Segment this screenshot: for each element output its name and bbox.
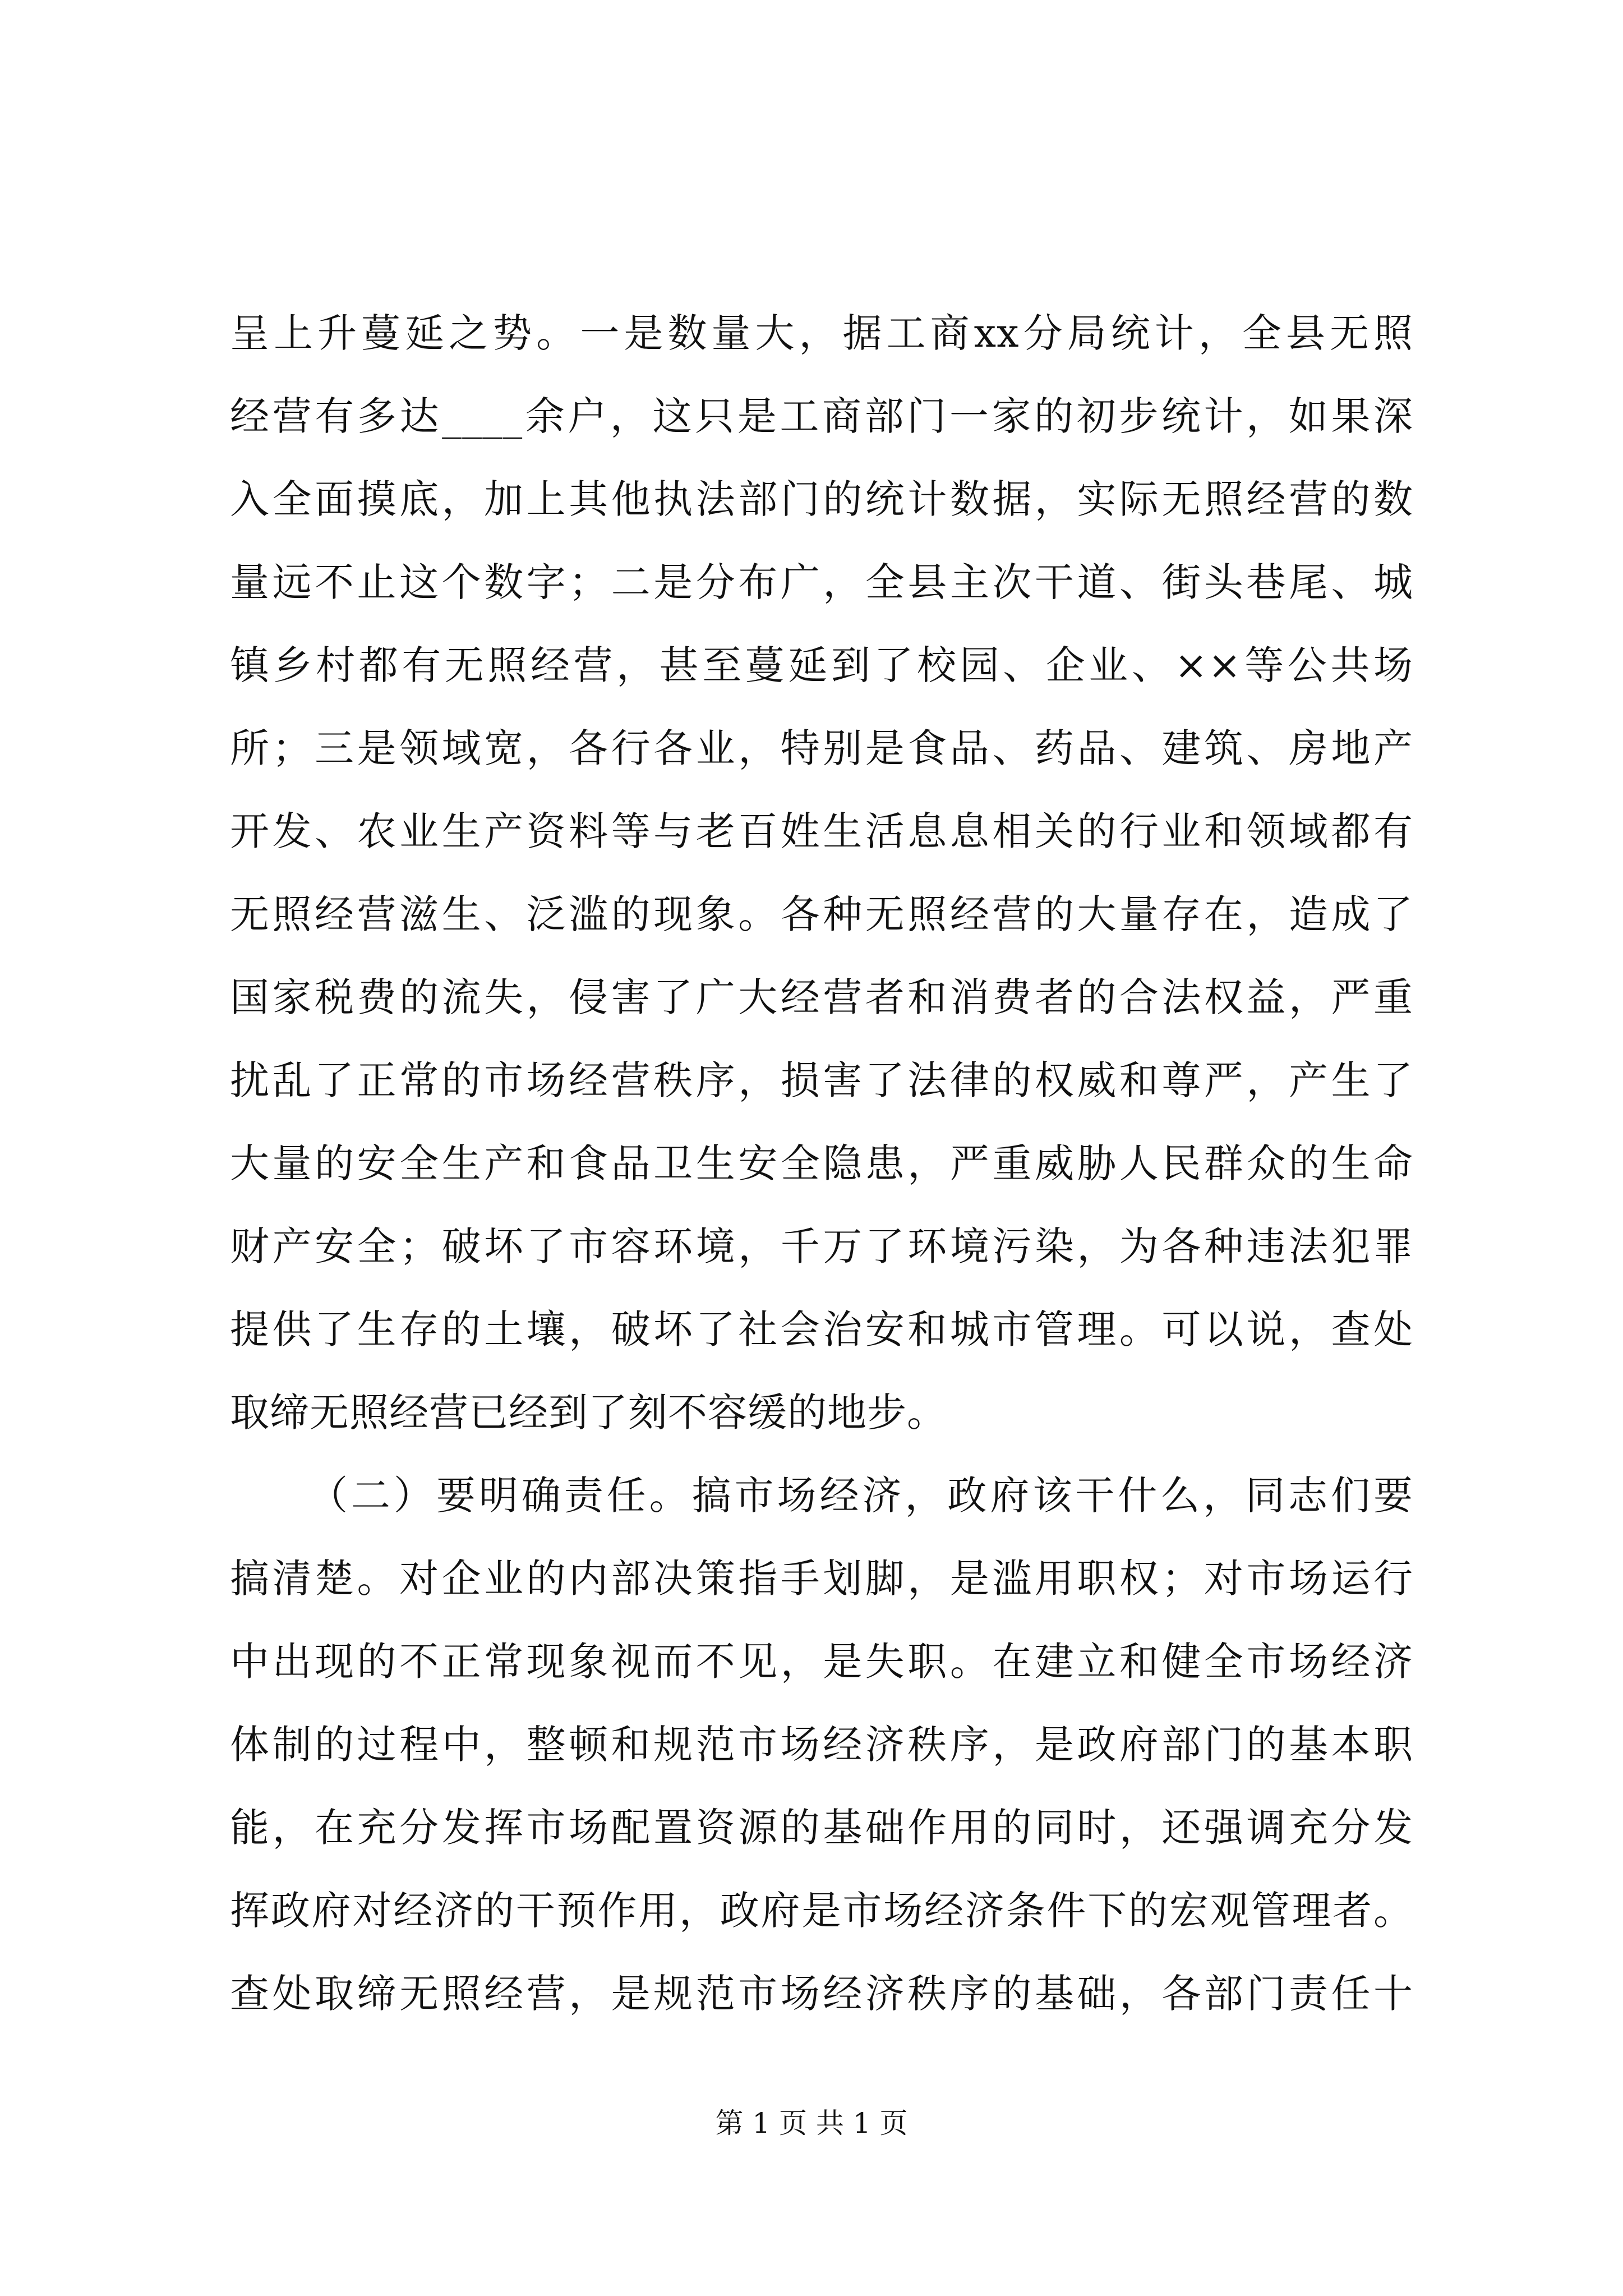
text-line: 体制的过程中，整顿和规范市场经济秩序，是政府部门的基本职 [230,1722,1413,1768]
text-line: 挥政府对经济的干预作用，政府是市场经济条件下的宏观管理者。 [230,1888,1413,1934]
text-line: 国家税费的流失，侵害了广大经营者和消费者的合法权益，严重 [230,974,1413,1020]
document-body [230,292,1413,2035]
text-line: 大量的安全生产和食品卫生安全隐患，严重威胁人民群众的生命 [230,1140,1413,1186]
text-line: （二）要明确责任。搞市场经济，政府该干什么，同志们要 [308,1473,1413,1519]
text-line: 财产安全；破坏了市容环境，千万了环境污染，为各种违法犯罪 [230,1223,1413,1269]
text-line: 呈上升蔓延之势。一是数量大，据工商xx分局统计，全县无照 [230,310,1413,356]
text-line: 取缔无照经营已经到了刻不容缓的地步。 [230,1389,947,1435]
paragraph-2 [230,1454,1413,2035]
text-line: 无照经营滋生、泛滥的现象。各种无照经营的大量存在，造成了 [230,891,1413,937]
text-line: 量远不止这个数字；二是分布广，全县主次干道、街头巷尾、城 [230,559,1413,605]
text-line: 镇乡村都有无照经营，甚至蔓延到了校园、企业、××等公共场 [230,642,1413,688]
text-line: 查处取缔无照经营，是规范市场经济秩序的基础，各部门责任十 [230,1971,1413,2017]
text-line: 中出现的不正常现象视而不见，是失职。在建立和健全市场经济 [230,1639,1413,1685]
page-footer [0,2106,1623,2140]
text-line: 搞清楚。对企业的内部决策指手划脚，是滥用职权；对市场运行 [230,1556,1413,1602]
text-line: 经营有多达____余户，这只是工商部门一家的初步统计，如果深 [230,393,1413,439]
text-line: 开发、农业生产资料等与老百姓生活息息相关的行业和领域都有 [230,808,1413,854]
text-line: 扰乱了正常的市场经营秩序，损害了法律的权威和尊严，产生了 [230,1057,1413,1103]
text-line: 所；三是领域宽，各行各业，特别是食品、药品、建筑、房地产 [230,725,1413,771]
page-number: 第 1 页 共 1 页 [715,2107,908,2139]
text-line: 入全面摸底，加上其他执法部门的统计数据，实际无照经营的数 [230,476,1413,522]
text-line: 提供了生存的土壤，破坏了社会治安和城市管理。可以说，查处 [230,1306,1413,1352]
text-line: 能，在充分发挥市场配置资源的基础作用的同时，还强调充分发 [230,1805,1413,1851]
paragraph-1 [230,292,1413,1454]
